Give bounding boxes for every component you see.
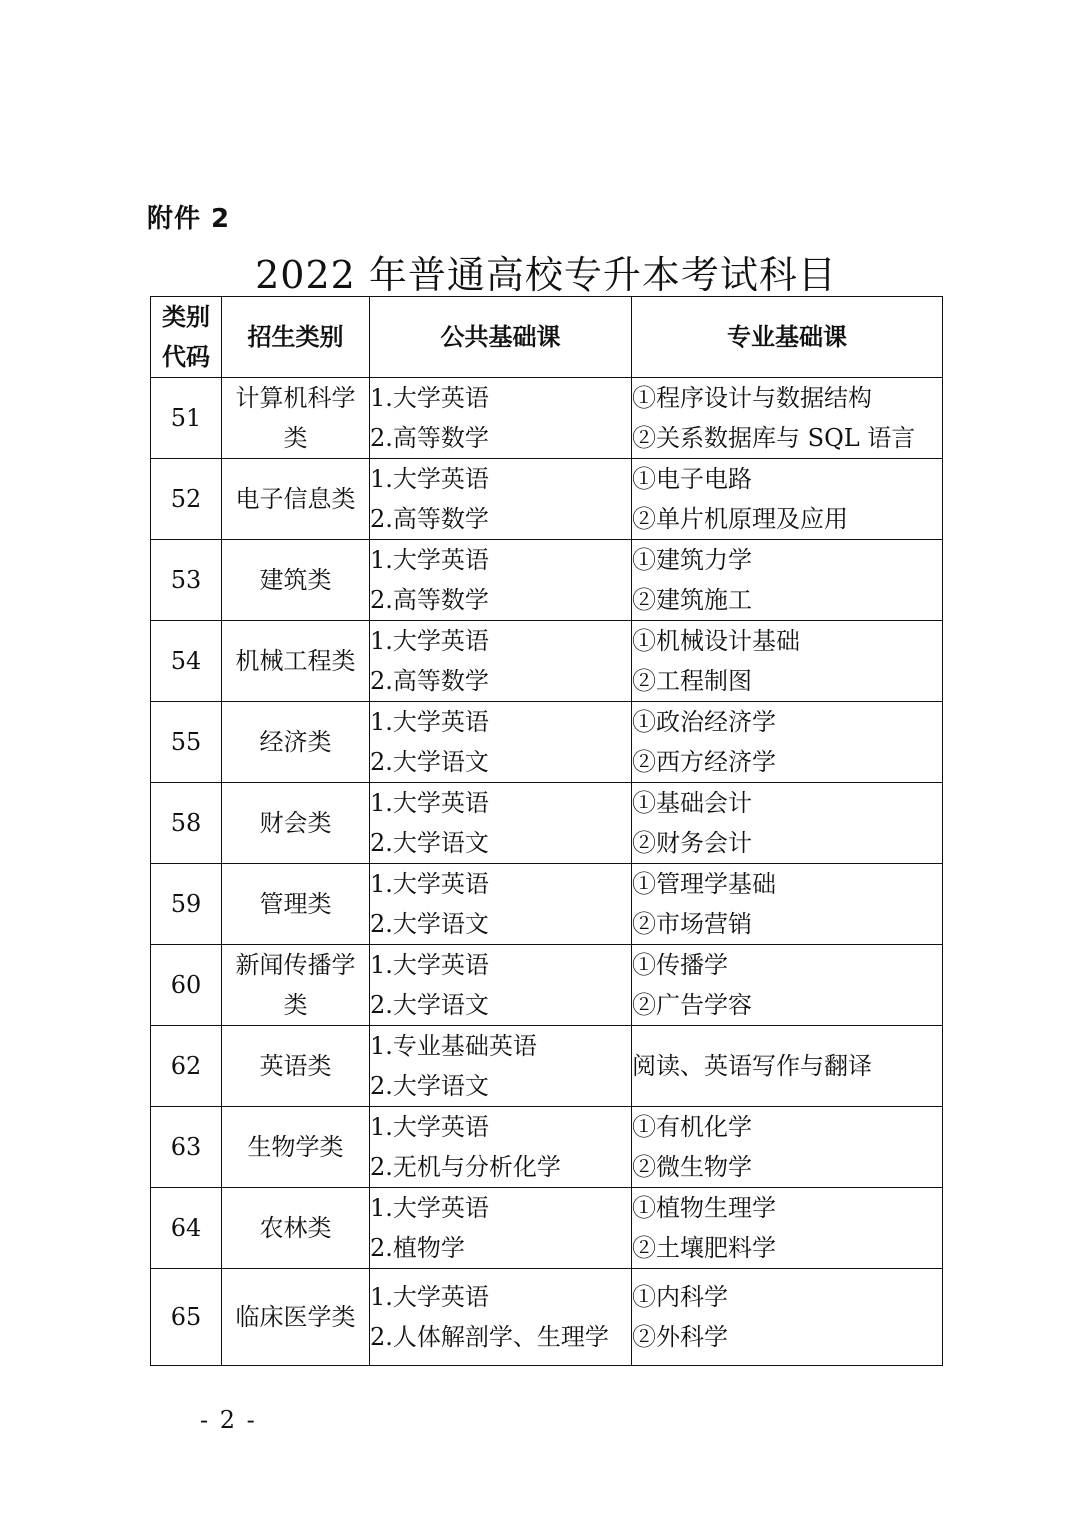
row-professional-courses bbox=[632, 1188, 943, 1269]
public-course-2: 2.大学语文 bbox=[370, 991, 489, 1019]
public-course-2: 2.大学语文 bbox=[370, 748, 489, 776]
professional-course-1: ①机械设计基础 bbox=[632, 627, 800, 655]
table-row bbox=[151, 1026, 943, 1107]
row-professional-courses bbox=[632, 378, 943, 459]
table-row bbox=[151, 945, 943, 1026]
public-course-2: 2.高等数学 bbox=[370, 424, 489, 452]
row-code: 55 bbox=[151, 702, 222, 783]
public-course-2: 2.无机与分析化学 bbox=[370, 1153, 561, 1181]
row-code: 51 bbox=[151, 378, 222, 459]
professional-course-2: ②财务会计 bbox=[632, 829, 752, 857]
row-code: 58 bbox=[151, 783, 222, 864]
row-public-courses bbox=[370, 864, 632, 945]
header-public-courses: 公共基础课 bbox=[370, 297, 632, 378]
row-category: 英语类 bbox=[222, 1026, 370, 1107]
professional-course-1: ①内科学 bbox=[632, 1283, 728, 1311]
row-code: 63 bbox=[151, 1107, 222, 1188]
row-category: 生物学类 bbox=[222, 1107, 370, 1188]
row-code: 59 bbox=[151, 864, 222, 945]
table-header-row bbox=[151, 297, 943, 378]
row-public-courses bbox=[370, 459, 632, 540]
header-enrollment-category: 招生类别 bbox=[222, 297, 370, 378]
public-course-1: 1.大学英语 bbox=[370, 1194, 489, 1222]
row-category bbox=[222, 378, 370, 459]
row-professional-courses bbox=[632, 1026, 943, 1107]
row-category: 管理类 bbox=[222, 864, 370, 945]
professional-course-2: ②市场营销 bbox=[632, 910, 752, 938]
professional-course-1: ①植物生理学 bbox=[632, 1194, 776, 1222]
public-course-1: 1.大学英语 bbox=[370, 870, 489, 898]
row-category-line-1: 新闻传播学 bbox=[235, 951, 356, 979]
row-professional-courses bbox=[632, 1107, 943, 1188]
table-row bbox=[151, 864, 943, 945]
public-course-2: 2.高等数学 bbox=[370, 667, 489, 695]
row-professional-courses bbox=[632, 621, 943, 702]
public-course-1: 1.大学英语 bbox=[370, 951, 489, 979]
professional-course-1: ①管理学基础 bbox=[632, 870, 776, 898]
professional-course-2: ②微生物学 bbox=[632, 1153, 752, 1181]
exam-subjects-table bbox=[150, 296, 943, 1366]
row-category-line-1: 计算机科学 bbox=[235, 384, 356, 412]
header-code-line-1: 类别 bbox=[162, 303, 210, 331]
row-category: 电子信息类 bbox=[222, 459, 370, 540]
table-row bbox=[151, 702, 943, 783]
row-professional-courses bbox=[632, 864, 943, 945]
row-code: 64 bbox=[151, 1188, 222, 1269]
row-category: 农林类 bbox=[222, 1188, 370, 1269]
header-professional-courses: 专业基础课 bbox=[632, 297, 943, 378]
professional-course-2: ②广告学容 bbox=[632, 991, 752, 1019]
public-course-2: 2.植物学 bbox=[370, 1234, 465, 1262]
public-course-2: 2.人体解剖学、生理学 bbox=[370, 1323, 609, 1351]
professional-course-2: ②建筑施工 bbox=[632, 586, 752, 614]
row-code: 52 bbox=[151, 459, 222, 540]
professional-course-1: ①政治经济学 bbox=[632, 708, 776, 736]
professional-course-2: ②单片机原理及应用 bbox=[632, 505, 848, 533]
professional-course-2: ②外科学 bbox=[632, 1323, 728, 1351]
header-category-code bbox=[151, 297, 222, 378]
table-row bbox=[151, 378, 943, 459]
table-row bbox=[151, 1269, 943, 1366]
row-category: 临床医学类 bbox=[222, 1269, 370, 1366]
professional-course-2: ②关系数据库与 SQL 语言 bbox=[632, 424, 916, 452]
row-code: 54 bbox=[151, 621, 222, 702]
row-public-courses bbox=[370, 1107, 632, 1188]
row-professional-courses bbox=[632, 783, 943, 864]
row-public-courses bbox=[370, 1188, 632, 1269]
row-public-courses bbox=[370, 621, 632, 702]
professional-course-2: ②工程制图 bbox=[632, 667, 752, 695]
public-course-1: 1.大学英语 bbox=[370, 708, 489, 736]
row-category-line-2: 类 bbox=[283, 424, 308, 452]
professional-course-1: ①有机化学 bbox=[632, 1113, 752, 1141]
row-public-courses bbox=[370, 1026, 632, 1107]
table-row bbox=[151, 459, 943, 540]
public-course-1: 1.专业基础英语 bbox=[370, 1032, 537, 1060]
row-category: 建筑类 bbox=[222, 540, 370, 621]
row-public-courses bbox=[370, 1269, 632, 1366]
public-course-2: 2.大学语文 bbox=[370, 829, 489, 857]
page-number: - 2 - bbox=[200, 1406, 257, 1434]
row-code: 53 bbox=[151, 540, 222, 621]
table-row bbox=[151, 783, 943, 864]
row-public-courses bbox=[370, 783, 632, 864]
row-public-courses bbox=[370, 702, 632, 783]
public-course-1: 1.大学英语 bbox=[370, 546, 489, 574]
page-title: 2022 年普通高校专升本考试科目 bbox=[255, 253, 837, 297]
row-professional-courses bbox=[632, 459, 943, 540]
row-category-line-2: 类 bbox=[283, 991, 308, 1019]
public-course-1: 1.大学英语 bbox=[370, 384, 489, 412]
header-code-line-2: 代码 bbox=[162, 343, 210, 371]
row-code: 65 bbox=[151, 1269, 222, 1366]
row-category: 财会类 bbox=[222, 783, 370, 864]
public-course-2: 2.大学语文 bbox=[370, 1072, 489, 1100]
row-code: 60 bbox=[151, 945, 222, 1026]
row-professional-courses bbox=[632, 945, 943, 1026]
table-row bbox=[151, 621, 943, 702]
row-code: 62 bbox=[151, 1026, 222, 1107]
row-professional-courses bbox=[632, 702, 943, 783]
public-course-1: 1.大学英语 bbox=[370, 627, 489, 655]
public-course-2: 2.大学语文 bbox=[370, 910, 489, 938]
row-category bbox=[222, 945, 370, 1026]
professional-course-1: ①传播学 bbox=[632, 951, 728, 979]
public-course-1: 1.大学英语 bbox=[370, 465, 489, 493]
professional-course-1: 阅读、英语写作与翻译 bbox=[632, 1052, 872, 1080]
public-course-2: 2.高等数学 bbox=[370, 505, 489, 533]
table-row bbox=[151, 1188, 943, 1269]
professional-course-1: ①程序设计与数据结构 bbox=[632, 384, 872, 412]
professional-course-1: ①电子电路 bbox=[632, 465, 752, 493]
row-public-courses bbox=[370, 378, 632, 459]
professional-course-2: ②西方经济学 bbox=[632, 748, 776, 776]
table-row bbox=[151, 1107, 943, 1188]
professional-course-1: ①建筑力学 bbox=[632, 546, 752, 574]
public-course-1: 1.大学英语 bbox=[370, 1283, 489, 1311]
attachment-label: 附件 2 bbox=[147, 204, 231, 234]
row-public-courses bbox=[370, 540, 632, 621]
public-course-1: 1.大学英语 bbox=[370, 789, 489, 817]
public-course-1: 1.大学英语 bbox=[370, 1113, 489, 1141]
row-category: 经济类 bbox=[222, 702, 370, 783]
row-category: 机械工程类 bbox=[222, 621, 370, 702]
table-row bbox=[151, 540, 943, 621]
row-professional-courses bbox=[632, 1269, 943, 1366]
public-course-2: 2.高等数学 bbox=[370, 586, 489, 614]
row-professional-courses bbox=[632, 540, 943, 621]
professional-course-2: ②土壤肥料学 bbox=[632, 1234, 776, 1262]
row-public-courses bbox=[370, 945, 632, 1026]
professional-course-1: ①基础会计 bbox=[632, 789, 752, 817]
